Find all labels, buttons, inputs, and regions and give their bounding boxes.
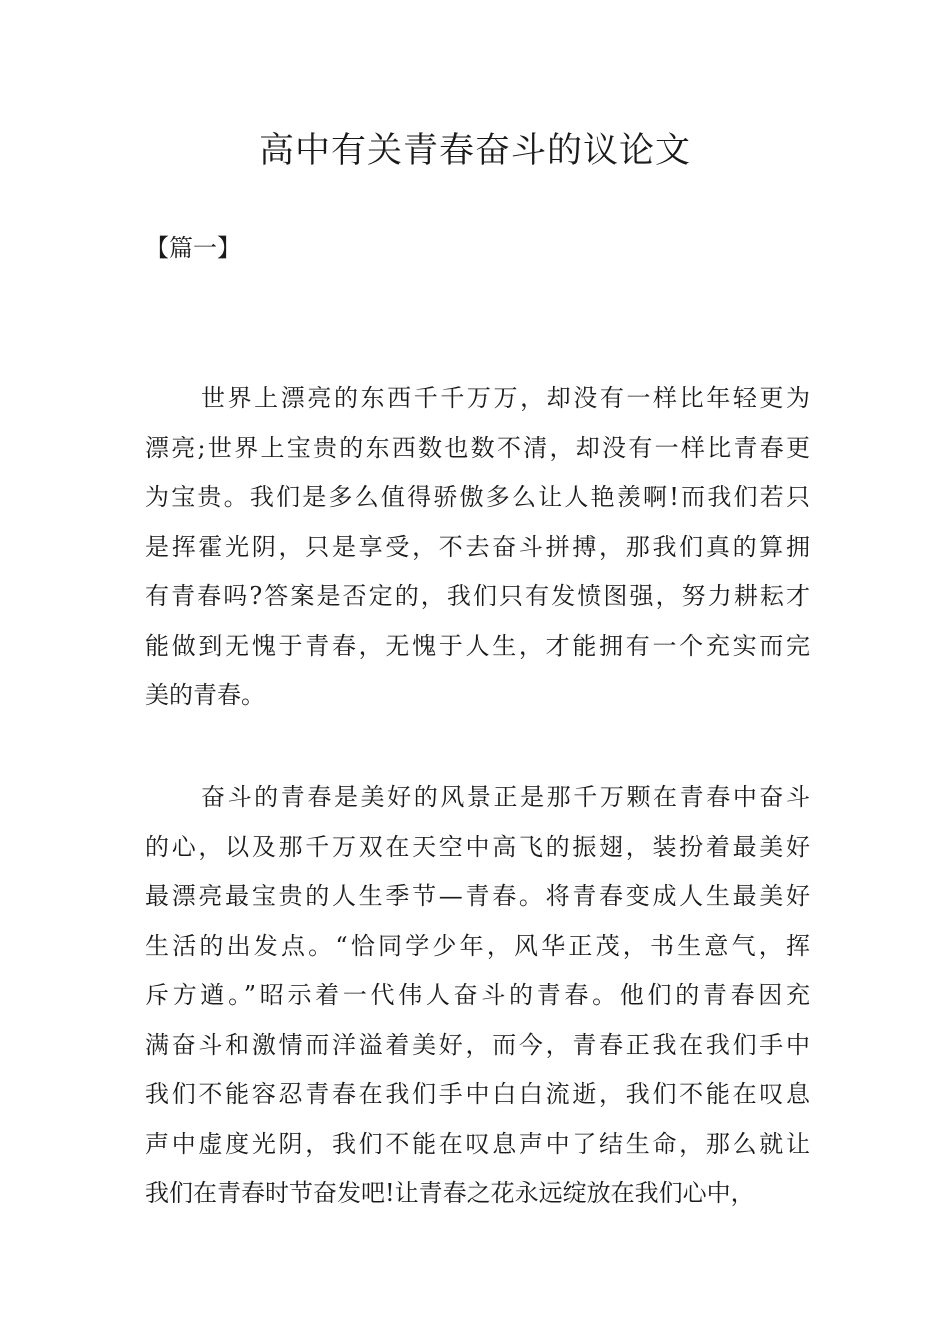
paragraph-line: 世界上漂亮的东西千千万万，却没有一样比年轻更为 bbox=[201, 384, 810, 412]
paragraph-line: 满奋斗和激情而洋溢着美好，而今，青春正我在我们手中 bbox=[145, 1030, 810, 1059]
document-title: 高中有关青春奋斗的议论文 bbox=[258, 131, 691, 171]
paragraph-line: 最漂亮最宝贵的人生季节—青春。将青春变成人生最美好 bbox=[145, 882, 810, 910]
paragraph-line: 生活的出发点。“恰同学少年，风华正茂，书生意气，挥 bbox=[145, 931, 810, 960]
paragraph-2 bbox=[145, 773, 810, 1219]
paragraph-line: 是挥霍光阴，只是享受，不去奋斗拼搏，那我们真的算拥 bbox=[145, 532, 810, 561]
paragraph-line: 有青春吗?答案是否定的，我们只有发愤图强，努力耕耘才 bbox=[145, 582, 810, 610]
paragraph-line: 美的青春。 bbox=[145, 681, 265, 709]
paragraph-line: 我们在青春时节奋发吧!让青春之花永远绽放在我们心中， bbox=[145, 1179, 755, 1207]
paragraph-line: 为宝贵。我们是多么值得骄傲多么让人艳羡啊!而我们若只 bbox=[145, 483, 810, 511]
paragraph-line: 能做到无愧于青春，无愧于人生，才能拥有一个充实而完 bbox=[145, 631, 810, 660]
paragraph-line: 我们不能容忍青春在我们手中白白流逝，我们不能在叹息 bbox=[145, 1080, 810, 1108]
paragraph-line: 的心，以及那千万双在天空中高飞的振翅，装扮着最美好 bbox=[145, 832, 810, 861]
paragraph-line: 漂亮;世界上宝贵的东西数也数不清，却没有一样比青春更 bbox=[145, 433, 810, 462]
paragraph-line: 斥方遒。”昭示着一代伟人奋斗的青春。他们的青春因充 bbox=[145, 981, 810, 1009]
paragraph-1 bbox=[145, 374, 810, 721]
paragraph-line: 声中虚度光阴，我们不能在叹息声中了结生命，那么就让 bbox=[145, 1129, 810, 1158]
section-label: 【篇一】 bbox=[145, 234, 241, 262]
paragraph-line: 奋斗的青春是美好的风景正是那千万颗在青春中奋斗 bbox=[201, 783, 810, 811]
